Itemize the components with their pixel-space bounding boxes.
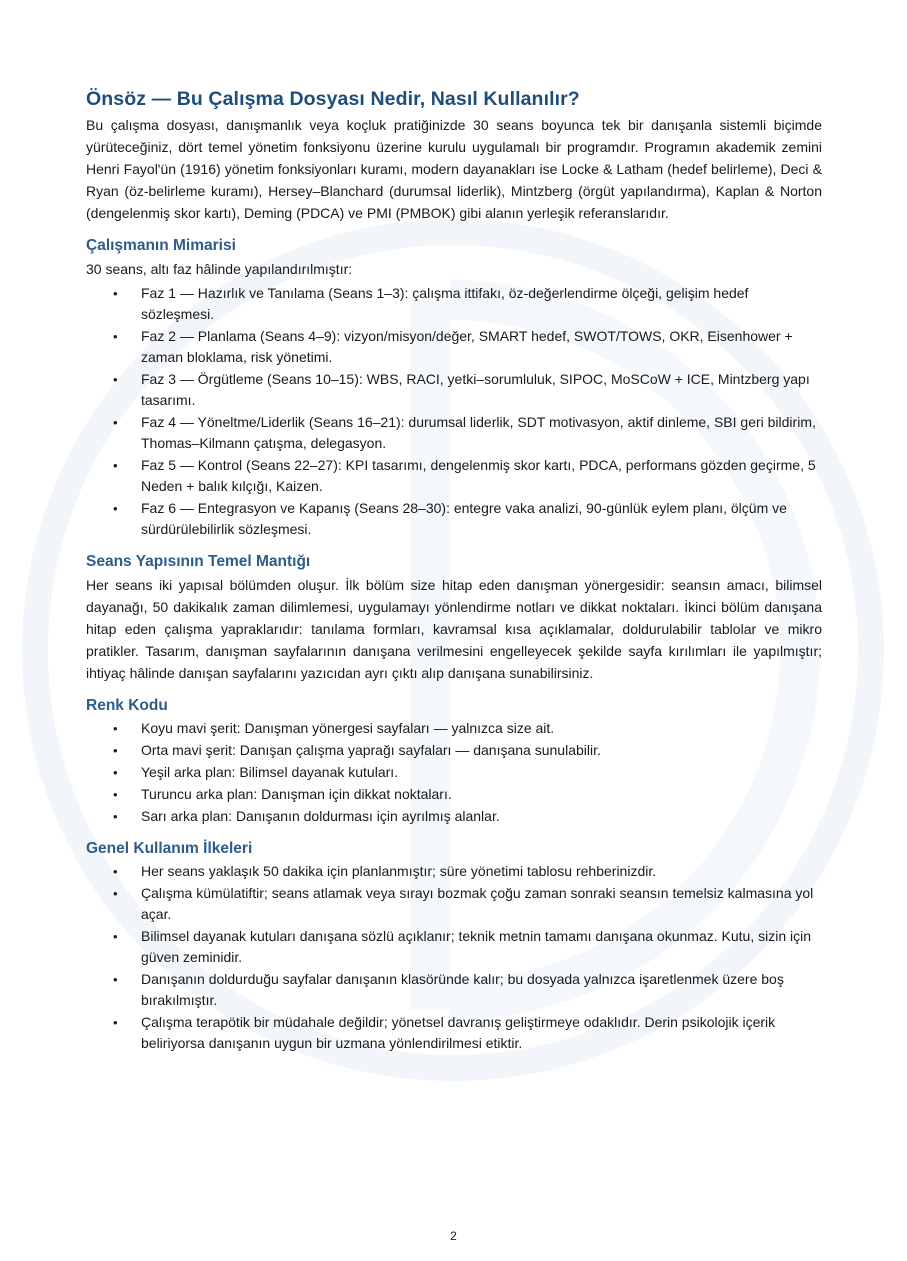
color-code-heading: Renk Kodu (86, 697, 168, 714)
list-item: • Faz 2 — Planlama (Seans 4–9): vizyon/misyon/değer, SMART hedef, SWOT/TOWS, OKR, Eisenhower + zaman bloklama, risk yönetimi. (113, 328, 793, 365)
page-title: Önsöz — Bu Çalışma Dosyası Nedir, Nasıl Kullanılır? (86, 88, 580, 110)
bullet-icon: • (113, 809, 118, 824)
list-item: • Koyu mavi şerit: Danışman yönergesi sayfaları — yalnızca size ait. (86, 718, 822, 739)
bullet-icon: • (113, 765, 118, 780)
list-item: • Yeşil arka plan: Bilimsel dayanak kutuları. (86, 762, 822, 783)
color-code-list (86, 718, 822, 827)
architecture-heading: Çalışmanın Mimarisi (86, 237, 236, 254)
list-item: • Çalışma terapötik bir müdahale değildir; yönetsel davranış geliştirmeye odaklıdır. Derin psikolojik içerik beliriyorsa danışanın uygun bir uzmana yönlendirilmesi etiktir. (113, 1014, 776, 1051)
bullet-icon: • (113, 864, 118, 879)
bullet-icon: • (113, 415, 118, 430)
list-item: • Her seans yaklaşık 50 dakika için planlanmıştır; süre yönetimi tablosu rehberinizdir. (86, 861, 822, 882)
bullet-icon: • (113, 1015, 118, 1030)
structure-paragraph: Her seans iki yapısal bölümden oluşur. İlk bölüm size hitap eden danışman yönergesidir: seansın amacı, bilimsel dayanağı, 50 dakikalık zaman dilimlemesi, uygulamayı yönlendirme notları ve dikkat noktaları. İkinci bölüm danışana hitap eden çalışma yapraklarıdır: tanılama formları, kavramsal kısa açıklamalar, doldurulabilir tablolar ve mikro pratikler. Tasarım, danışman sayfalarının danışana verilmesini engelleyecek şekilde sayfa kırılımları ile yapılmıştır; ihtiyaç hâlinde danışan sayfalarını yazıcıdan ayrı çıktı alıp danışana sunabilirsiniz. (86, 577, 822, 681)
bullet-icon: • (113, 886, 118, 901)
bullet-icon: • (113, 721, 118, 736)
list-item: • Orta mavi şerit: Danışan çalışma yaprağı sayfaları — danışana sunulabilir. (86, 740, 822, 761)
bullet-icon: • (113, 787, 118, 802)
list-item: • Faz 1 — Hazırlık ve Tanılama (Seans 1–3): çalışma ittifakı, öz-değerlendirme ölçeği, gelişim hedef sözleşmesi. (113, 285, 749, 322)
architecture-lead: 30 seans, altı faz hâlinde yapılandırılmıştır: (86, 261, 353, 277)
bullet-icon: • (113, 372, 118, 387)
page-number: 2 (450, 1229, 457, 1243)
list-item: • Faz 4 — Yöneltme/Liderlik (Seans 16–21): durumsal liderlik, SDT motivasyon, aktif dinleme, SBI geri bildirim, Thomas–Kilmann çatışma, delegasyon. (113, 414, 816, 451)
bullet-icon: • (113, 929, 118, 944)
bullet-icon: • (113, 972, 118, 987)
phase-list (86, 283, 822, 540)
list-item: • Faz 6 — Entegrasyon ve Kapanış (Seans 28–30): entegre vaka analizi, 90-günlük eylem planı, ölçüm ve sürdürülebilirlik sözleşmesi. (113, 500, 787, 537)
bullet-icon: • (113, 329, 118, 344)
bullet-icon: • (113, 501, 118, 516)
principles-heading: Genel Kullanım İlkeleri (86, 840, 253, 857)
bullet-icon: • (113, 458, 118, 473)
intro-paragraph: Bu çalışma dosyası, danışmanlık veya koçluk pratiğinizde 30 seans boyunca tek bir danışanla sistemli biçimde yürüteceğiniz, dört temel yönetim fonksiyonu üzerine kurulu uygulamalı bir programdır. Programın akademik zemini Henri Fayol'ün (1916) yönetim fonksiyonları kuramı, modern dayanakları ise Locke & Latham (hedef belirleme), Deci & Ryan (öz-belirleme kuramı), Hersey–Blanchard (durumsal liderlik), Mintzberg (örgüt yapılandırma), Kaplan & Norton (dengelenmiş skor kartı), Deming (PDCA) ve PMI (PMBOK) gibi alanın yerleşik referanslarıdır. (86, 117, 822, 221)
structure-heading: Seans Yapısının Temel Mantığı (86, 553, 311, 570)
list-item: • Faz 5 — Kontrol (Seans 22–27): KPI tasarımı, dengelenmiş skor kartı, PDCA, performans gözden geçirme, 5 Neden + balık kılçığı, Kaizen. (113, 457, 816, 494)
bullet-icon: • (113, 743, 118, 758)
list-item: • Faz 3 — Örgütleme (Seans 10–15): WBS, RACI, yetki–sorumluluk, SIPOC, MoSCoW + ICE, Mintzberg yapı tasarımı. (113, 371, 810, 408)
list-item: • Sarı arka plan: Danışanın doldurması için ayrılmış alanlar. (86, 806, 822, 827)
list-item: • Çalışma kümülatiftir; seans atlamak veya sırayı bozmak çoğu zaman sonraki seansın temelsiz kalmasına yol açar. (113, 885, 814, 922)
list-item: • Danışanın doldurduğu sayfalar danışanın klasöründe kalır; bu dosyada yalnızca işaretlenmek üzere boş bırakılmıştır. (113, 971, 784, 1008)
principles-list (86, 861, 822, 1054)
bullet-icon: • (113, 286, 118, 301)
list-item: • Turuncu arka plan: Danışman için dikkat noktaları. (86, 784, 822, 805)
document-page (86, 88, 822, 1055)
list-item: • Bilimsel dayanak kutuları danışana sözlü açıklanır; teknik metnin tamamı danışana okunmaz. Kutu, sizin için güven zeminidir. (113, 928, 811, 965)
